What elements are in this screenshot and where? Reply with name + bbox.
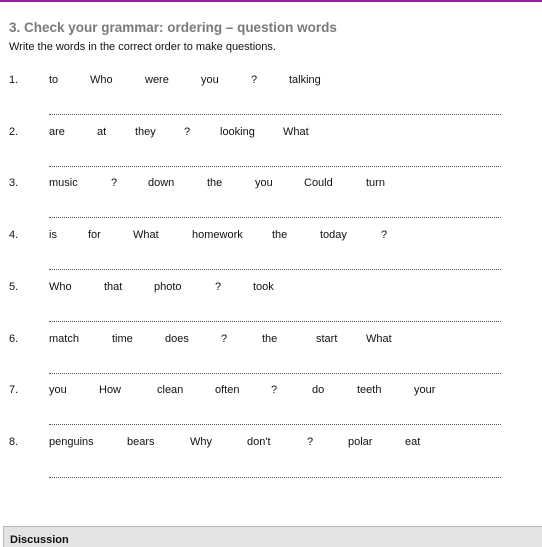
- scrambled-word: How: [99, 384, 122, 396]
- answer-line[interactable]: [49, 424, 501, 425]
- scrambled-word: Who: [49, 281, 72, 293]
- scrambled-word: What: [133, 229, 159, 241]
- scrambled-word: ?: [251, 74, 258, 86]
- scrambled-word: you: [49, 384, 67, 396]
- scrambled-word: is: [49, 229, 57, 241]
- scrambled-word: down: [148, 177, 175, 189]
- answer-line[interactable]: [49, 269, 501, 270]
- answer-line[interactable]: [49, 373, 501, 374]
- scrambled-word: music: [49, 177, 78, 189]
- question-number: 1.: [9, 74, 19, 86]
- scrambled-word: What: [366, 333, 392, 345]
- scrambled-word: to: [49, 74, 59, 86]
- discussion-label: Discussion: [10, 534, 69, 546]
- scrambled-word: match: [49, 333, 79, 345]
- scrambled-word: your: [414, 384, 436, 396]
- scrambled-word: the: [272, 229, 288, 241]
- scrambled-word: does: [165, 333, 189, 345]
- exercise-instruction: Write the words in the correct order to make questions.: [9, 41, 276, 53]
- question-number: 5.: [9, 281, 19, 293]
- scrambled-word: took: [253, 281, 274, 293]
- question-number: 6.: [9, 333, 19, 345]
- scrambled-word: start: [316, 333, 338, 345]
- scrambled-word: eat: [405, 436, 421, 448]
- answer-line[interactable]: [49, 114, 501, 115]
- scrambled-word: penguins: [49, 436, 94, 448]
- scrambled-word: are: [49, 126, 65, 138]
- scrambled-word: for: [88, 229, 101, 241]
- scrambled-word: photo: [154, 281, 182, 293]
- scrambled-word: ?: [307, 436, 314, 448]
- scrambled-word: talking: [289, 74, 321, 86]
- question-row: [0, 333, 542, 353]
- scrambled-word: polar: [348, 436, 373, 448]
- scrambled-word: clean: [157, 384, 184, 396]
- scrambled-word: Who: [90, 74, 113, 86]
- scrambled-word: the: [207, 177, 223, 189]
- question-row: [0, 177, 542, 197]
- scrambled-word: ?: [111, 177, 118, 189]
- scrambled-word: teeth: [357, 384, 382, 396]
- scrambled-word: today: [320, 229, 347, 241]
- question-row: [0, 126, 542, 146]
- scrambled-word: that: [104, 281, 123, 293]
- scrambled-word: the: [262, 333, 278, 345]
- answer-line[interactable]: [49, 217, 501, 218]
- question-number: 7.: [9, 384, 19, 396]
- scrambled-word: were: [145, 74, 169, 86]
- scrambled-word: they: [135, 126, 156, 138]
- question-row: [0, 436, 542, 456]
- answer-line[interactable]: [49, 321, 501, 322]
- scrambled-word: ?: [221, 333, 228, 345]
- scrambled-word: time: [112, 333, 133, 345]
- scrambled-word: don't: [247, 436, 271, 448]
- scrambled-word: turn: [366, 177, 385, 189]
- scrambled-word: Could: [304, 177, 333, 189]
- exercise-title: 3. Check your grammar: ordering – question words: [9, 20, 337, 35]
- scrambled-word: bears: [127, 436, 155, 448]
- scrambled-word: do: [312, 384, 325, 396]
- question-row: [0, 384, 542, 404]
- answer-line[interactable]: [49, 166, 501, 167]
- question-row: [0, 281, 542, 301]
- scrambled-word: Why: [190, 436, 212, 448]
- question-row: [0, 229, 542, 249]
- answer-line[interactable]: [49, 477, 501, 478]
- question-row: [0, 74, 542, 94]
- discussion-header: [3, 526, 542, 547]
- question-number: 2.: [9, 126, 19, 138]
- scrambled-word: ?: [271, 384, 278, 396]
- scrambled-word: ?: [381, 229, 388, 241]
- question-number: 4.: [9, 229, 19, 241]
- scrambled-word: homework: [192, 229, 243, 241]
- question-number: 3.: [9, 177, 19, 189]
- scrambled-word: ?: [215, 281, 222, 293]
- question-number: 8.: [9, 436, 19, 448]
- scrambled-word: often: [215, 384, 240, 396]
- scrambled-word: you: [201, 74, 219, 86]
- scrambled-word: looking: [220, 126, 255, 138]
- scrambled-word: you: [255, 177, 273, 189]
- scrambled-word: at: [97, 126, 107, 138]
- top-rule: [0, 0, 542, 2]
- scrambled-word: What: [283, 126, 309, 138]
- scrambled-word: ?: [184, 126, 191, 138]
